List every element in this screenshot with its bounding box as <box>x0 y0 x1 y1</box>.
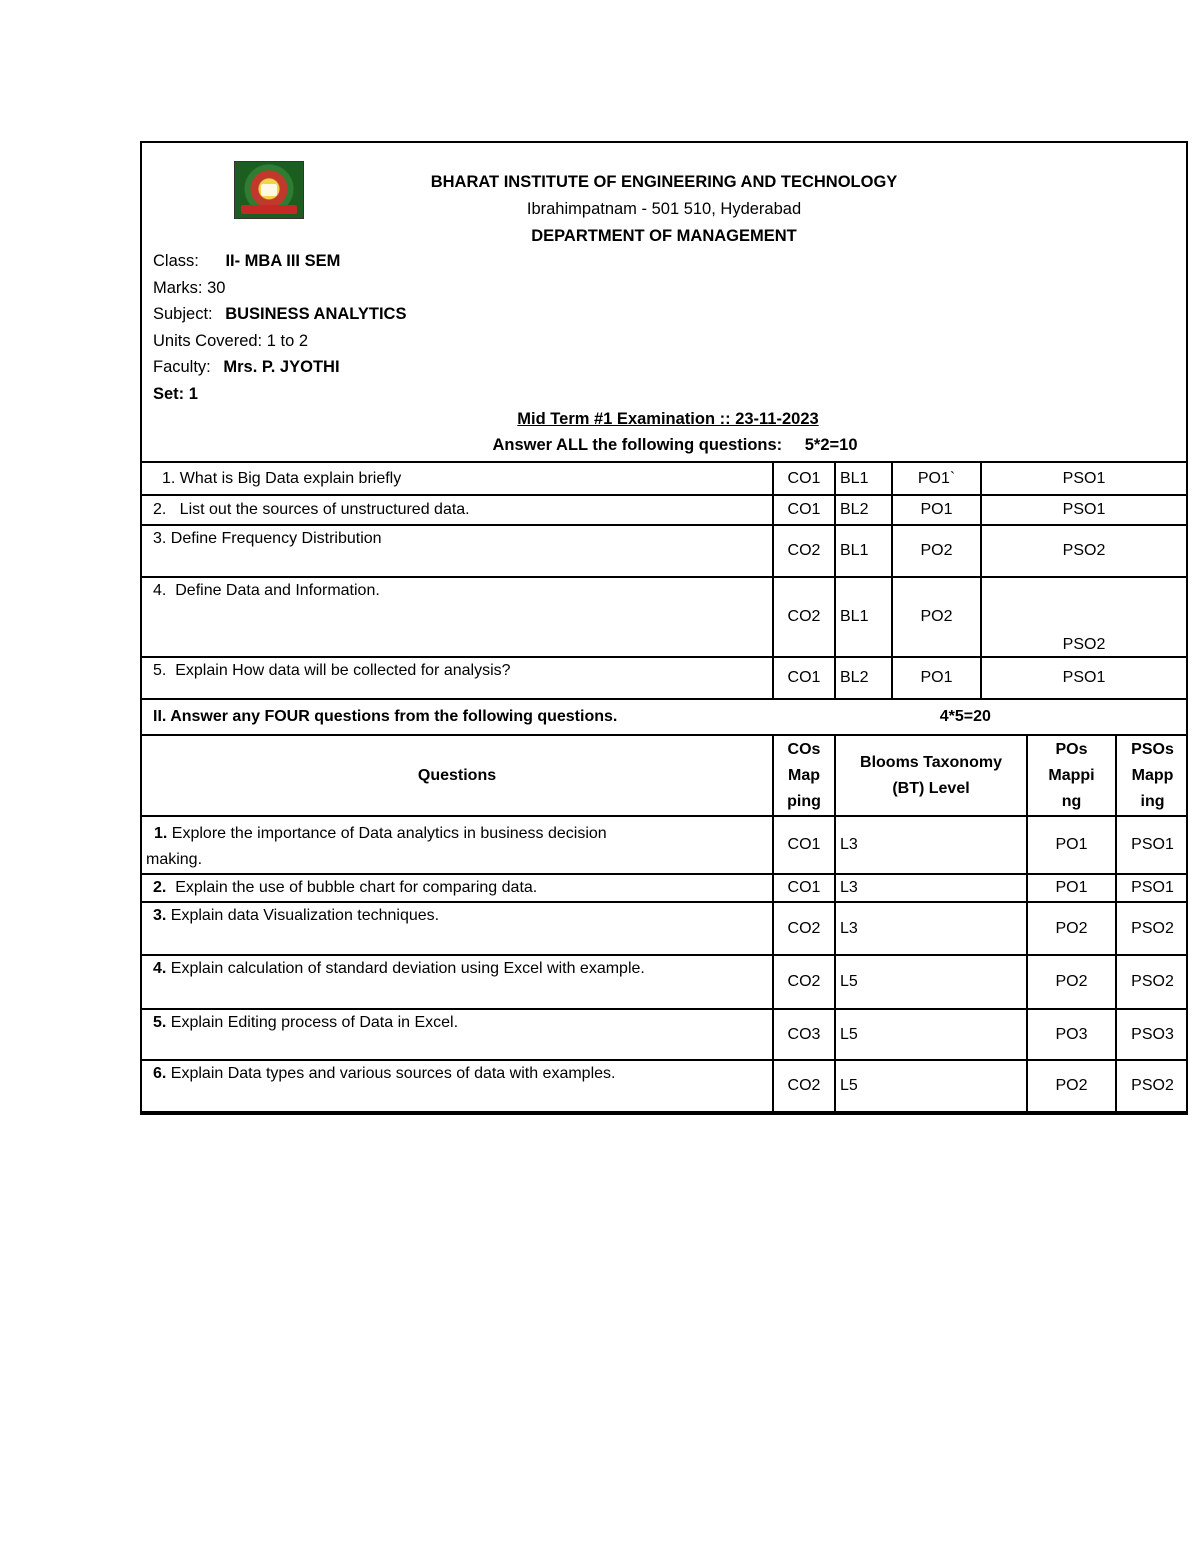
po-cell: PO2 <box>892 525 981 577</box>
table-row <box>142 1060 1188 1112</box>
pso-cell: PSO2 <box>981 525 1186 577</box>
pso-cell: PSO2 <box>981 577 1186 657</box>
pos-header-line1: POs <box>1055 740 1088 758</box>
table-row <box>142 955 1188 1009</box>
co-cell: CO1 <box>773 495 835 525</box>
bt-level-header <box>835 736 1027 816</box>
set-label: Set: <box>153 385 185 403</box>
question-number: 6. <box>153 1065 167 1082</box>
bl-cell: BL2 <box>835 495 892 525</box>
co-cell: CO2 <box>773 902 835 955</box>
subject-line <box>153 305 406 324</box>
marks-line <box>153 279 225 298</box>
psos-header-line2: Mapp <box>1131 766 1174 784</box>
faculty-label: Faculty: <box>153 358 211 376</box>
paper-header <box>142 143 1186 461</box>
po-cell: PO1 <box>1027 816 1116 874</box>
co-cell: CO1 <box>773 816 835 874</box>
part1-instruction-line <box>164 436 1186 455</box>
part2-q2 <box>142 874 773 902</box>
bt-header-line1: Blooms Taxonomy <box>860 753 1002 771</box>
part2-instruction-cell <box>142 700 1186 735</box>
bt-cell: L5 <box>835 955 1027 1009</box>
part1-marks: 5*2=10 <box>804 436 858 454</box>
question-text: Explain the use of bubble chart for comparing data. <box>166 879 538 896</box>
po-cell: PO1 <box>892 657 981 699</box>
po-cell: PO1` <box>892 462 981 495</box>
units-value: 1 to 2 <box>266 332 309 350</box>
questions-header: Questions <box>142 736 773 816</box>
part1-q3: 3. Define Frequency Distribution <box>142 525 773 577</box>
subject-value: BUSINESS ANALYTICS <box>225 305 407 323</box>
bt-cell: L3 <box>835 874 1027 902</box>
co-cell: CO1 <box>773 462 835 495</box>
subject-label: Subject: <box>153 305 213 323</box>
co-cell: CO2 <box>773 955 835 1009</box>
marks-value: 30 <box>207 279 226 297</box>
table-row <box>142 816 1188 874</box>
table-row <box>142 874 1188 902</box>
institute-name: BHARAT INSTITUTE OF ENGINEERING AND TECHNOLOGY <box>430 173 898 191</box>
bt-cell: L3 <box>835 902 1027 955</box>
table-row <box>142 525 1186 577</box>
cos-header-line3: ping <box>787 792 821 810</box>
question-number: 4. <box>153 960 167 977</box>
pos-header-line2: Mappi <box>1048 766 1095 784</box>
bt-cell: L5 <box>835 1009 1027 1060</box>
po-cell: PO2 <box>1027 955 1116 1009</box>
cos-mapping-header <box>773 736 835 816</box>
part2-instruction-table <box>142 700 1186 736</box>
bl-cell: BL1 <box>835 525 892 577</box>
pso-cell: PSO1 <box>1116 816 1188 874</box>
question-text: Explain Editing process of Data in Excel. <box>166 1014 459 1031</box>
department-name: DEPARTMENT OF MANAGEMENT <box>531 227 797 245</box>
pso-cell: PSO1 <box>981 495 1186 525</box>
set-line <box>153 385 198 404</box>
po-cell: PO2 <box>1027 902 1116 955</box>
question-number: 1. <box>154 825 168 842</box>
bl-cell: BL1 <box>835 462 892 495</box>
table-row <box>142 577 1186 657</box>
part2-q4 <box>142 955 773 1009</box>
class-value: II- MBA III SEM <box>225 252 341 270</box>
question-number: 2. <box>153 879 167 896</box>
pso-cell: PSO1 <box>1116 874 1188 902</box>
psos-header-line3: ing <box>1140 792 1165 810</box>
pso-cell: PSO2 <box>1116 902 1188 955</box>
class-line <box>153 252 340 271</box>
pso-cell: PSO2 <box>1116 955 1188 1009</box>
pso-cell: PSO1 <box>981 462 1186 495</box>
bt-cell: L3 <box>835 816 1027 874</box>
faculty-value: Mrs. P. JYOTHI <box>223 358 340 376</box>
part2-q3 <box>142 902 773 955</box>
institute-address: Ibrahimpatnam - 501 510, Hyderabad <box>526 200 802 218</box>
po-cell: PO2 <box>892 577 981 657</box>
co-cell: CO3 <box>773 1009 835 1060</box>
cos-header-line2: Map <box>788 766 820 784</box>
psos-header-line1: PSOs <box>1131 740 1174 758</box>
bt-cell: L5 <box>835 1060 1027 1112</box>
table-row <box>142 462 1186 495</box>
table-row <box>142 657 1186 699</box>
po-cell: PO1 <box>1027 874 1116 902</box>
bt-header-line2: (BT) Level <box>892 779 970 797</box>
pso-cell: PSO1 <box>981 657 1186 699</box>
psos-mapping-header <box>1116 736 1188 816</box>
pos-mapping-header <box>1027 736 1116 816</box>
exam-title: Mid Term #1 Examination :: 23-11-2023 <box>517 410 819 428</box>
part1-q1: 1. What is Big Data explain briefly <box>142 462 773 495</box>
question-text: Explore the importance of Data analytics in business decision <box>167 825 607 842</box>
po-cell: PO1 <box>892 495 981 525</box>
bl-cell: BL1 <box>835 577 892 657</box>
part2-table <box>142 736 1188 1113</box>
pso-cell: PSO2 <box>1116 1060 1188 1112</box>
question-paper <box>140 141 1188 1115</box>
set-value: 1 <box>188 385 198 403</box>
marks-label: Marks: <box>153 279 203 297</box>
part2-q5 <box>142 1009 773 1060</box>
question-number: 3. <box>153 907 167 924</box>
class-label: Class: <box>153 252 199 270</box>
table-row <box>142 902 1188 955</box>
part2-q6 <box>142 1060 773 1112</box>
part2-header-row <box>142 736 1188 816</box>
table-row <box>142 1009 1188 1060</box>
co-cell: CO2 <box>773 1060 835 1112</box>
part1-q4: 4. Define Data and Information. <box>142 577 773 657</box>
pso-cell: PSO3 <box>1116 1009 1188 1060</box>
co-cell: CO1 <box>773 874 835 902</box>
bl-cell: BL2 <box>835 657 892 699</box>
co-cell: CO2 <box>773 525 835 577</box>
cos-header-line1: COs <box>787 740 821 758</box>
co-cell: CO1 <box>773 657 835 699</box>
po-cell: PO2 <box>1027 1060 1116 1112</box>
question-text: Explain calculation of standard deviation using Excel with example. <box>166 960 645 977</box>
part1-instruction: Answer ALL the following questions: <box>492 436 783 454</box>
part2-marks: 4*5=20 <box>939 708 991 725</box>
question-text-cont: making. <box>146 851 203 868</box>
units-label: Units Covered: <box>153 332 263 350</box>
faculty-line <box>153 358 340 377</box>
part2-instruction: II. Answer any FOUR questions from the following questions. <box>153 708 618 725</box>
part1-q2: 2. List out the sources of unstructured data. <box>142 495 773 525</box>
table-row <box>142 495 1186 525</box>
question-text: Explain data Visualization techniques. <box>166 907 440 924</box>
pos-header-line3: ng <box>1061 792 1082 810</box>
part2-q1 <box>142 816 773 874</box>
table-row <box>142 700 1186 735</box>
part1-table <box>142 461 1186 700</box>
part1-q5: 5. Explain How data will be collected for analysis? <box>142 657 773 699</box>
units-line <box>153 332 308 351</box>
question-number: 5. <box>153 1014 167 1031</box>
question-text: Explain Data types and various sources of data with examples. <box>166 1065 616 1082</box>
co-cell: CO2 <box>773 577 835 657</box>
po-cell: PO3 <box>1027 1009 1116 1060</box>
